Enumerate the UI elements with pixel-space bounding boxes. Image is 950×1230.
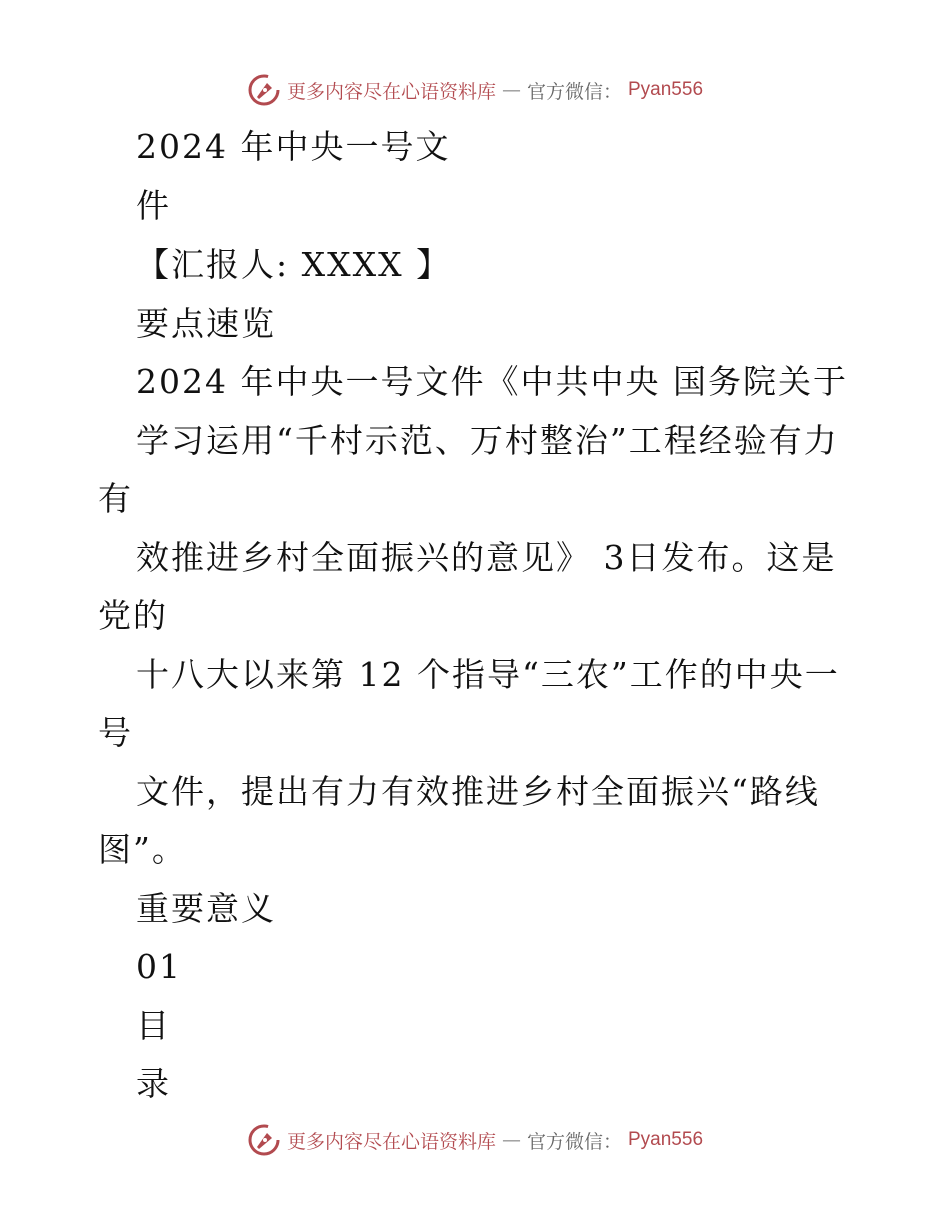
doc-line: 件 (136, 186, 171, 225)
doc-line: 要点速览 (136, 304, 276, 343)
doc-line: 录 (136, 1064, 171, 1103)
doc-line: 文件，提出有力有效推进乡村全面振兴“路线 (136, 772, 820, 811)
doc-line: 效推进乡村全面振兴的意见》 3日发布。这是 (136, 538, 837, 577)
doc-line: 2024 年中央一号文件《中共中央 国务院关于 (136, 362, 848, 401)
watermark-handle: Pyan556 (628, 1129, 704, 1150)
watermark-official-text: 官方微信： (526, 80, 622, 103)
doc-line: 目 (136, 1006, 171, 1045)
watermark-separator: — (501, 1129, 521, 1151)
doc-line: 有 (98, 479, 133, 518)
doc-line: 01 (136, 947, 182, 986)
watermark-separator: — (501, 79, 521, 101)
pen-nib-logo-icon (247, 1123, 281, 1157)
doc-line: 【汇报人: XXXX 】 (136, 245, 452, 284)
footer-watermark (0, 1120, 950, 1160)
doc-line: 号 (98, 713, 133, 752)
doc-line: 图”。 (98, 830, 187, 869)
doc-line: 十八大以来第 12 个指导“三农”工作的中央一 (136, 655, 840, 694)
watermark-main-text: 更多内容尽在心语资料库 (286, 80, 496, 103)
watermark-official-text: 官方微信： (526, 1130, 622, 1153)
doc-line: 重要意义 (136, 889, 276, 928)
watermark-handle: Pyan556 (628, 79, 704, 100)
watermark-main-text: 更多内容尽在心语资料库 (286, 1130, 496, 1153)
doc-line: 2024 年中央一号文 (136, 127, 451, 166)
doc-line: 党的 (98, 596, 168, 635)
doc-line: 学习运用“千村示范、万村整治”工程经验有力 (136, 421, 839, 460)
